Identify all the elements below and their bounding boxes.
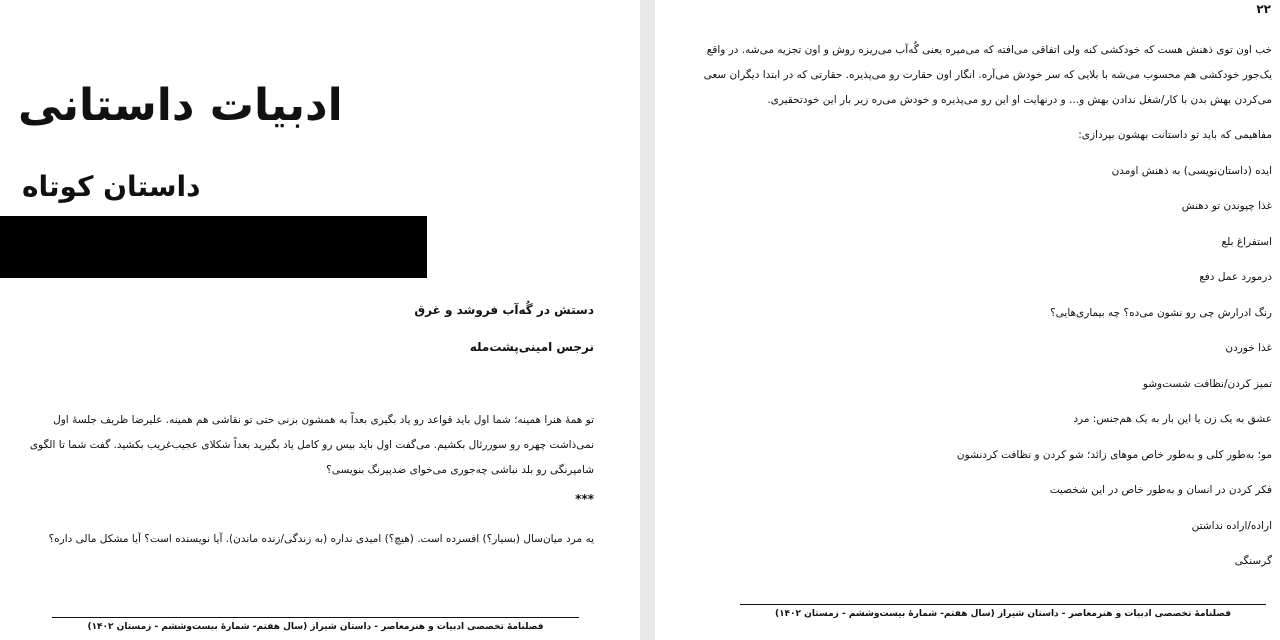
list-item: رنگ ادرارش چی رو نشون می‌ده؟ چه بیماری‌هایی؟ bbox=[1050, 306, 1272, 319]
footer-rule bbox=[52, 617, 579, 618]
body-paragraph: خب اون توی ذهنش هست که خودکشی کنه ولی اتفاقی می‌افته که می‌میره یعنی گُه‌آب می‌ریزه روش و اون تجزیه می‌شه. در واقع یک‌جور خودکشی هم محسوب می‌شه با بلایی که سر خودش می‌آره. انگار اون حقارت رو می‌پذیره. حقارتی که در ابتدا دیگران سعی می‌کردن بهش بدن با کار/شغل ندادن بهش و... و درنهایت او این رو می‌پذیره و خودش می‌ره زیر بار این خودتحقیری. bbox=[703, 44, 1272, 106]
list-item: تمیز کردن/نظافت شست‌وشو bbox=[1142, 377, 1272, 390]
redaction-bar bbox=[0, 216, 427, 278]
list-item: مو؛ به‌طور کلی و به‌طور خاص موهای زائد؛ شو کردن و نظافت کردنشون bbox=[956, 448, 1272, 461]
list-item: اراده/اراده نداشتن bbox=[1191, 519, 1272, 532]
list-item: مفاهیمی که باید تو داستانت بهشون بپردازی: bbox=[1078, 129, 1272, 141]
page-footer: فصلنامهٔ تخصصی ادبیات و هنرمعاصر - داستان شیراز (سال هفتم- شمارهٔ بیست‌وششم - زمستان ۱۴۰۲) bbox=[87, 622, 544, 632]
right-page bbox=[655, 0, 1280, 640]
author-name: نرجس امینی‌پشت‌مله bbox=[469, 340, 594, 354]
list-item: گرسنگی bbox=[1234, 555, 1272, 567]
page-footer: فصلنامهٔ تخصصی ادبیات و هنرمعاصر - داستان شیراز (سال هفتم- شمارهٔ بیست‌وششم - زمستان ۱۴۰۲) bbox=[774, 609, 1232, 619]
list-item: ایده (داستان‌نویسی) به ذهنش اومدن bbox=[1111, 164, 1272, 177]
list-item: غذا خوردن bbox=[1225, 342, 1272, 354]
story-title: دستش در گُه‌آب فروشد و غرق bbox=[414, 303, 594, 317]
section-title: ادبیات داستانی bbox=[18, 80, 343, 131]
footer-rule bbox=[740, 604, 1266, 605]
concept-list bbox=[682, 125, 1272, 587]
body-paragraph: تو همهٔ هنرا همینه؛ شما اول باید قواعد رو یاد بگیری بعداً به همشون بزنی حتی تو نقاشی هم همینه. علیرضا ظریف جلسهٔ اول نمی‌ذاشت چهره رو سوررئال بکشیم. می‌گفت اول باید بیس رو کامل یاد بگیرید بعداً شکلای عجیب‌غریب بکشید. گفت شما تا الگوی شامپرنگی رو بلد نباشی چه‌جوری می‌خوای ضدپیرنگ بنویسی؟ bbox=[29, 414, 594, 476]
list-item: غذا چپوندن تو دهنش bbox=[1181, 200, 1272, 212]
list-item: عشق به یک زن یا این بار به یک هم‌جنس: مرد bbox=[1073, 413, 1272, 425]
body-paragraph: یه مرد میان‌سال (بسیار؟) افسرده است. (هیچ؟) امیدی نداره (به زندگی/زنده ماندن). آیا نویسنده است؟ آیا مشکل مالی داره؟ bbox=[48, 533, 594, 545]
page-number: ۲۲ bbox=[1256, 2, 1271, 16]
list-item: درمورد عمل دفع bbox=[1199, 271, 1272, 283]
list-item: استفراغ بلع bbox=[1221, 235, 1272, 248]
section-separator: *** bbox=[575, 492, 594, 506]
section-subtitle: داستان کوتاه bbox=[22, 170, 201, 203]
list-item: فکر کردن در انسان و به‌طور خاص در این شخصیت bbox=[1049, 484, 1272, 496]
